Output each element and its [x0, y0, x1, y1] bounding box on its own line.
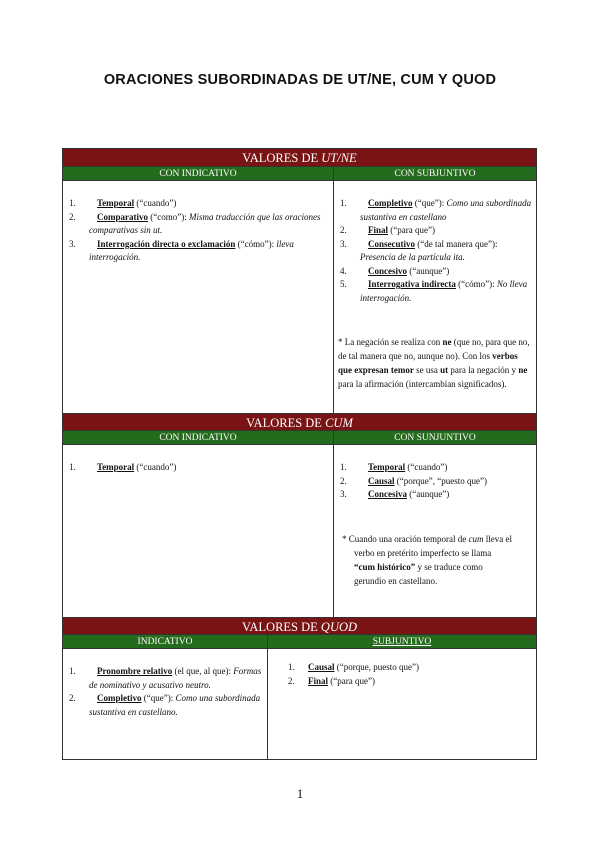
list-item [67, 665, 263, 692]
col-indicativo-label: INDICATIVO [63, 635, 267, 648]
item-gloss: (“de tal manera que”): [415, 238, 498, 249]
item-number: 3. [69, 238, 76, 249]
ut-ne-subheader [63, 167, 536, 181]
list-item [338, 265, 532, 279]
item-number: 1. [288, 662, 295, 672]
item-term: Temporal [368, 462, 406, 472]
cum-subheader [63, 431, 536, 445]
item-number: 4. [340, 265, 347, 276]
col-indicativo-label: CON INDICATIVO [63, 167, 333, 180]
item-term: Final [368, 225, 389, 235]
item-gloss: (“cuando”) [405, 462, 448, 472]
item-number: 1. [340, 198, 347, 208]
cum-subjuntivo-cell [333, 445, 536, 617]
col-indicativo-label: CON INDICATIVO [63, 431, 333, 444]
list-item [67, 238, 329, 265]
header-prefix: VALORES DE [241, 620, 321, 634]
item-term: Consecutivo [368, 238, 415, 249]
item-term: Temporal [97, 198, 135, 208]
note-text: verbo en pretérito imperfecto se llama [354, 547, 492, 558]
note-text: se usa [413, 365, 441, 375]
ut-ne-subjuntivo-list [338, 197, 532, 305]
note-emph: cum [468, 533, 484, 544]
note-emph: “cum histórico” [354, 561, 416, 572]
page-title: ORACIONES SUBORDINADAS DE UT/NE, CUM Y QUOD [103, 72, 497, 88]
item-term: Concesiva [368, 489, 407, 499]
note-text: * Cuando una oración temporal de [342, 533, 469, 544]
ut-ne-indicativo-list [67, 197, 329, 265]
note-line [342, 560, 532, 574]
item-term: Interrogativa indirecta [368, 279, 456, 289]
list-item [286, 661, 532, 675]
quod-indicativo-list [67, 665, 263, 719]
item-number: 2. [288, 675, 295, 686]
ut-ne-negation-note [338, 335, 532, 391]
item-note: lleva interrogación. [89, 238, 294, 262]
list-item [67, 211, 329, 238]
note-text: para la afirmación (intercambian significados). [338, 379, 507, 389]
item-note: Como una subordinada sustantiva en castellano. [89, 693, 261, 717]
item-gloss: (“porque, puesto que”) [334, 662, 419, 672]
cum-indicativo-list [67, 461, 329, 475]
cum-subjuntivo-list [338, 461, 532, 502]
item-number: 1. [69, 666, 76, 676]
note-text: lleva el [483, 533, 512, 544]
item-note: Presencia de la partícula ita. [360, 252, 465, 262]
item-number: 2. [69, 693, 76, 703]
note-text: para la negación y [448, 365, 519, 375]
item-gloss: (“porque”, “puesto que”) [394, 475, 487, 486]
note-emph: ne [518, 365, 528, 375]
list-item [338, 238, 532, 265]
note-text: (que no, para que no, de tal manera que no, aunque no). Con los [338, 337, 530, 361]
item-number: 3. [340, 238, 347, 249]
col-subjuntivo-label: SUBJUNTIVO [267, 635, 536, 648]
item-gloss: (el que, al que): [172, 666, 234, 676]
list-item [67, 461, 329, 475]
item-term: Causal [368, 475, 395, 486]
list-item [67, 197, 329, 211]
note-emph: ut [440, 365, 449, 375]
item-term: Comparativo [97, 211, 148, 222]
item-gloss: (“que”): [412, 198, 447, 208]
item-term: Completivo [368, 198, 413, 208]
item-gloss: (“que”): [141, 693, 176, 703]
col-subjuntivo-label: CON SUBJUNTIVO [333, 167, 536, 180]
item-note: Como una subordinada sustantiva en castellano [360, 198, 532, 222]
item-note: Formas de nominativo y acusativo neutro. [89, 666, 262, 690]
item-number: 1. [340, 462, 347, 472]
item-term: Concesivo [368, 265, 407, 276]
quod-indicativo-cell [63, 649, 267, 759]
item-gloss: (“aunque”) [407, 489, 450, 499]
quod-header [63, 617, 536, 635]
list-item [338, 278, 532, 305]
quod-subjuntivo-list [286, 661, 532, 688]
item-gloss: (“para que”) [328, 675, 375, 686]
header-word: QUOD [320, 620, 358, 634]
item-term: Interrogación directa o exclamación [97, 238, 236, 249]
item-gloss: (“cómo”): [235, 238, 277, 249]
item-number: 3. [340, 489, 347, 499]
item-number: 2. [340, 475, 347, 486]
cum-indicativo-cell [63, 445, 333, 617]
item-term: Pronombre relativo [97, 666, 173, 676]
list-item [286, 675, 532, 689]
header-prefix: VALORES DE [242, 151, 322, 165]
note-text: * La negación se realiza con [338, 337, 443, 347]
header-prefix: VALORES DE [246, 416, 326, 430]
col-subjuntivo-label: CON SUNJUNTIVO [333, 431, 536, 444]
item-term: Temporal [97, 462, 135, 472]
cum-header [63, 413, 536, 431]
ut-ne-header [63, 149, 536, 167]
header-word: CUM [325, 416, 353, 430]
item-term: Final [308, 675, 329, 686]
list-item [67, 692, 263, 719]
ut-ne-table [62, 148, 537, 760]
page-number: 1 [296, 786, 304, 801]
ut-ne-indicativo-cell [63, 181, 333, 413]
header-word: UT/NE [321, 151, 357, 165]
item-number: 5. [340, 279, 347, 289]
item-number: 1. [69, 198, 76, 208]
item-gloss: (“aunque”) [407, 265, 450, 276]
item-gloss: (“cuando”) [134, 462, 177, 472]
quod-subjuntivo-cell [267, 649, 536, 759]
cum-historico-note [338, 532, 532, 588]
item-gloss: (“para que”) [388, 225, 435, 235]
note-emph: verbos que expresan temor [338, 351, 518, 375]
note-emph: ne [442, 337, 452, 347]
list-item [338, 224, 532, 238]
item-note: Misma traducción que las oraciones comparativas sin ut. [89, 211, 321, 235]
ut-ne-subjuntivo-cell [333, 181, 536, 413]
item-gloss: (“como”): [148, 211, 189, 222]
list-item [338, 197, 532, 224]
note-text: y se traduce como [415, 561, 483, 572]
list-item [338, 461, 532, 475]
list-item [338, 488, 532, 502]
item-gloss: (“cuando”) [134, 198, 177, 208]
item-term: Completivo [97, 693, 142, 703]
item-number: 2. [340, 225, 347, 235]
item-gloss: (“cómo”): [455, 279, 497, 289]
quod-subheader [63, 635, 536, 649]
list-item [338, 475, 532, 489]
item-note: No lleva interrogación. [360, 279, 528, 303]
item-term: Causal [308, 662, 335, 672]
item-number: 2. [69, 211, 76, 222]
item-number: 1. [69, 462, 76, 472]
note-text: gerundio en castellano. [354, 575, 438, 586]
